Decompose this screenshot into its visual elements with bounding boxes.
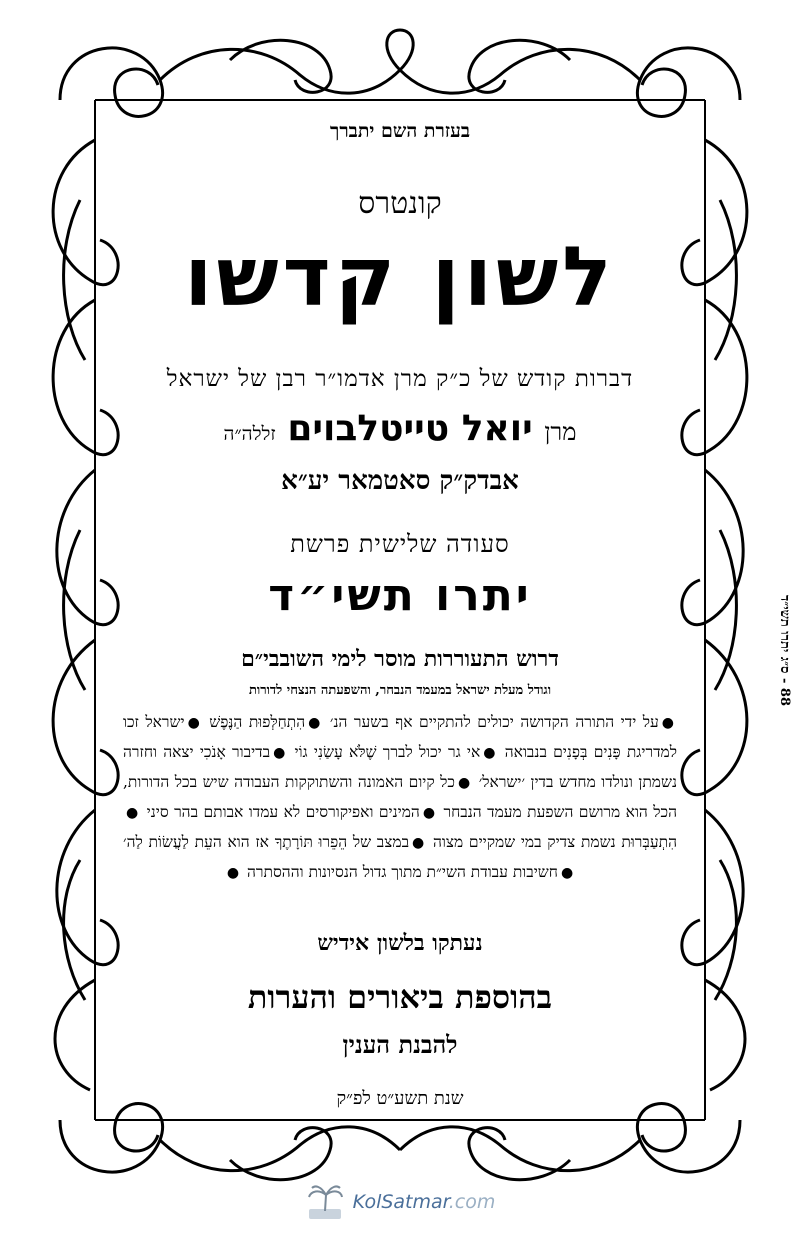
bullet-dot-icon: ●	[308, 715, 321, 731]
topic-item: חשיבות עבודת השי״ת מתוך גדול הנסיונות וההסתרה	[246, 863, 558, 881]
additions-title: בהוספת ביאורים והערות	[247, 978, 553, 1016]
bullet-dot-icon: ●	[560, 865, 574, 881]
site-domain-text: .com	[448, 1191, 496, 1213]
footer-branding[interactable]	[0, 1182, 800, 1222]
topic-item: בדיבור אָנֹכִי יצאה וחזרה נשמתן ונולדו מחדש בדין ׳ישראל׳	[123, 743, 677, 791]
year-line: שנת תשע״ט לפ״ק	[336, 1088, 464, 1109]
translated-yiddish-line: נעתקו בלשון אידיש	[317, 930, 483, 956]
topic-item: הִתְחַלְּפוּת הַנֶּפֶשׁ	[209, 713, 306, 731]
bezras-hashem-line: בעזרת השם יתברך	[330, 120, 470, 142]
topics-list	[123, 708, 677, 888]
main-title: לשון קדשו	[184, 230, 616, 325]
bullet-dot-icon: ●	[422, 805, 436, 821]
topic-item: הִתְעַבְּרוּת נשמת צדיק במי שמקיים מצוה	[432, 833, 677, 851]
site-name-text: KolSatmar	[352, 1191, 449, 1213]
bullet-dot-icon: ●	[273, 745, 286, 761]
topic-item: כל קיום האמונה והשתוקקות העבודה שיש בכל הדורות, הכל הוא מרושם השפעת מעמד הנבחר	[123, 773, 678, 821]
bullet-dot-icon: ●	[126, 805, 139, 821]
bullet-dot-icon: ●	[412, 835, 425, 851]
topic-item: על ידי התורה הקדושה יכולים להתקיים אף בשער הנ׳	[329, 713, 659, 731]
side-page-note: 88 - ס״ג יתרו תשי״ד	[777, 594, 792, 706]
topic-item: במצב של הֵפֵרוּ תּוֹרָתֶךָ אז הוא העֵת לַעֲשׂוֹת לַה׳	[123, 833, 410, 851]
divrei-kodesh-line: דברות קודש של כ״ק מרן אדמו״ר רבן של ישראל	[166, 366, 634, 392]
bullet-dot-icon: ●	[661, 715, 674, 731]
understanding-line: להבנת הענין	[342, 1030, 458, 1059]
palm-tree-logo-icon	[305, 1183, 345, 1221]
derush-title: דרוש התעוררות מוסר לימי השובבי״ם	[241, 646, 559, 672]
topic-item: ישראל זכו למדריגת פָּנִים בְּפָנִים בנבואה	[123, 713, 677, 761]
bullet-dot-icon: ●	[483, 745, 496, 761]
rebbe-name-line	[115, 408, 685, 449]
kuntres-label: קונטרס	[358, 186, 442, 221]
topic-item: המינים ואפיקורסים לא עמדו אבותם בהר סיני	[146, 803, 420, 821]
site-name[interactable]	[353, 1191, 496, 1213]
seuda-line: סעודה שלישית פרשת	[290, 530, 510, 558]
av-beis-din-line: אבדק״ק סאטמאר יע״א	[281, 466, 519, 496]
parsha-title: יתרו תשי״ד	[268, 570, 532, 621]
bullet-dot-icon: ●	[226, 865, 240, 881]
bullet-dot-icon: ●	[457, 775, 471, 791]
zlh-label: זללה״ה	[223, 423, 276, 445]
rebbe-name: יואל טייטלבוים	[287, 408, 533, 449]
derush-subtitle: וגודל מעלת ישראל במעמד הנבחר, והשפעתה הנצחי לדורות	[248, 683, 552, 698]
topic-item: אי גר יכול לברך שֶׁלֹּא עָשַׂנִי גוֹי	[294, 743, 481, 761]
bullet-dot-icon: ●	[187, 715, 200, 731]
maran-label: מרן	[544, 418, 577, 446]
